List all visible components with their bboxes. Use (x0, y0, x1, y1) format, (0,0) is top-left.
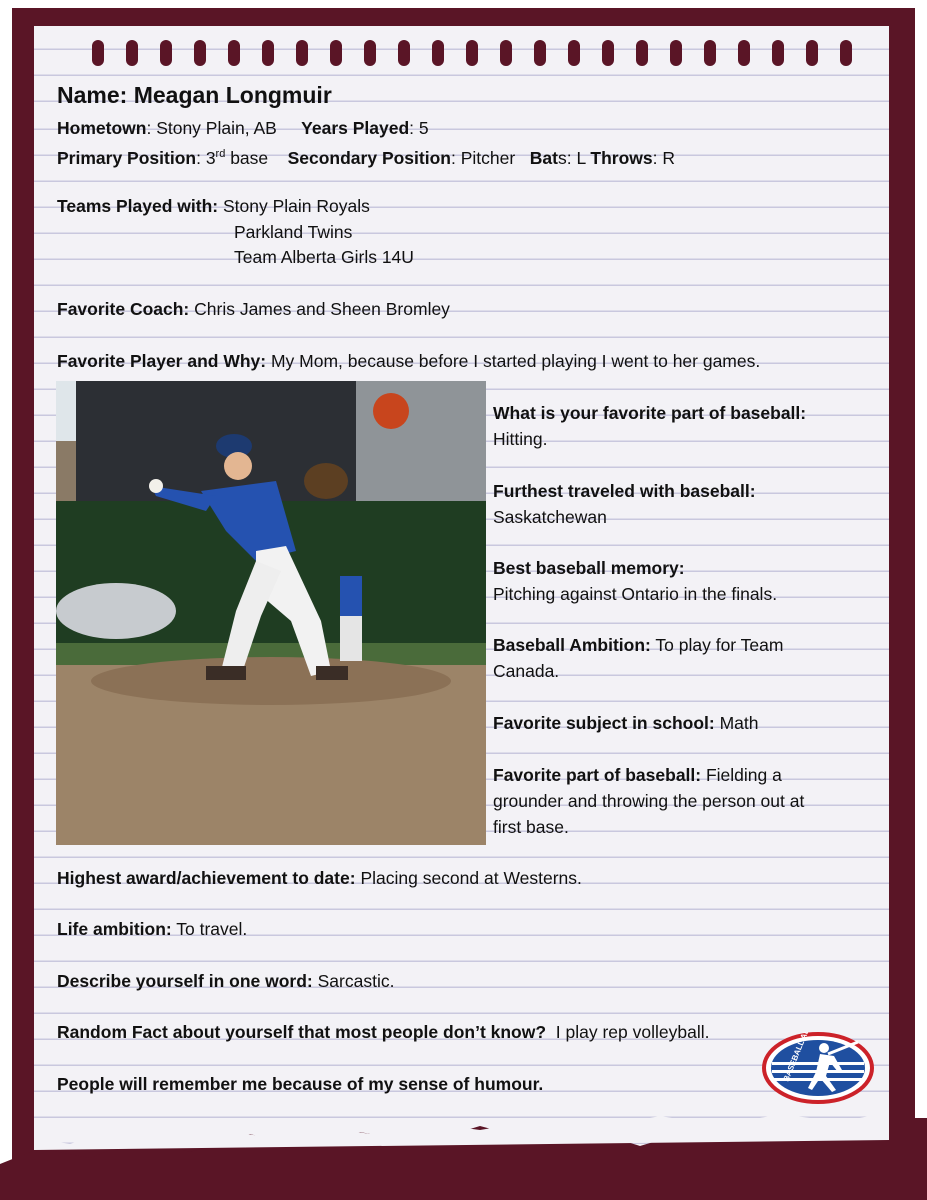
furthest-traveled-qa: Furthest traveled with baseball: Saskatchewan (493, 481, 756, 527)
binder-hole (568, 40, 580, 66)
binder-hole (500, 40, 512, 66)
profile-name: Name: Meagan Longmuir (57, 82, 332, 108)
binder-hole (364, 40, 376, 66)
subject-qa: Favorite subject in school: Math (493, 713, 759, 733)
binder-hole (126, 40, 138, 66)
favorite-part-2-qa: Favorite part of baseball: Fielding a grounder and throwing the person out at first base. (493, 765, 805, 837)
teams-line: Teams Played with: Stony Plain Royals (57, 196, 370, 216)
binder-hole (840, 40, 852, 66)
binder-hole (160, 40, 172, 66)
binder-hole (228, 40, 240, 66)
binder-hole (432, 40, 444, 66)
binder-hole (704, 40, 716, 66)
award-line: Highest award/achievement to date: Placing second at Westerns. (57, 868, 582, 888)
position-line: Primary Position: 3rd base Secondary Position: Pitcher Bats: L Throws: R (57, 147, 675, 168)
binder-hole (772, 40, 784, 66)
binder-hole (738, 40, 750, 66)
binder-hole (194, 40, 206, 66)
team-item: Team Alberta Girls 14U (234, 247, 414, 267)
binder-hole (534, 40, 546, 66)
binder-hole (330, 40, 342, 66)
binder-hole (398, 40, 410, 66)
remember-line: People will remember me because of my sense of humour. (57, 1074, 544, 1094)
binder-hole (466, 40, 478, 66)
one-word-line: Describe yourself in one word: Sarcastic. (57, 971, 395, 991)
binder-hole (636, 40, 648, 66)
baseball-alberta-logo (762, 1032, 874, 1104)
player-line: Favorite Player and Why: My Mom, because before I started playing I went to her games. (57, 351, 761, 371)
binder-hole (262, 40, 274, 66)
pitcher-photo (56, 381, 486, 845)
random-fact-line: Random Fact about yourself that most people don’t know? I play rep volleyball. (57, 1022, 710, 1042)
hometown-line: Hometown: Stony Plain, AB Years Played: 5 (57, 118, 429, 138)
binder-hole (806, 40, 818, 66)
team-item: Parkland Twins (234, 222, 353, 242)
coach-line: Favorite Coach: Chris James and Sheen Bromley (57, 299, 450, 319)
binder-hole (92, 40, 104, 66)
binder-hole (670, 40, 682, 66)
binder-hole (602, 40, 614, 66)
binder-hole (296, 40, 308, 66)
ambition-qa: Baseball Ambition: To play for Team Canada. (493, 635, 784, 681)
favorite-part-qa: What is your favorite part of baseball: Hitting. (493, 403, 807, 449)
memory-qa: Best baseball memory: Pitching against Ontario in the finals. (493, 558, 778, 604)
life-ambition-line: Life ambition: To travel. (57, 919, 248, 939)
